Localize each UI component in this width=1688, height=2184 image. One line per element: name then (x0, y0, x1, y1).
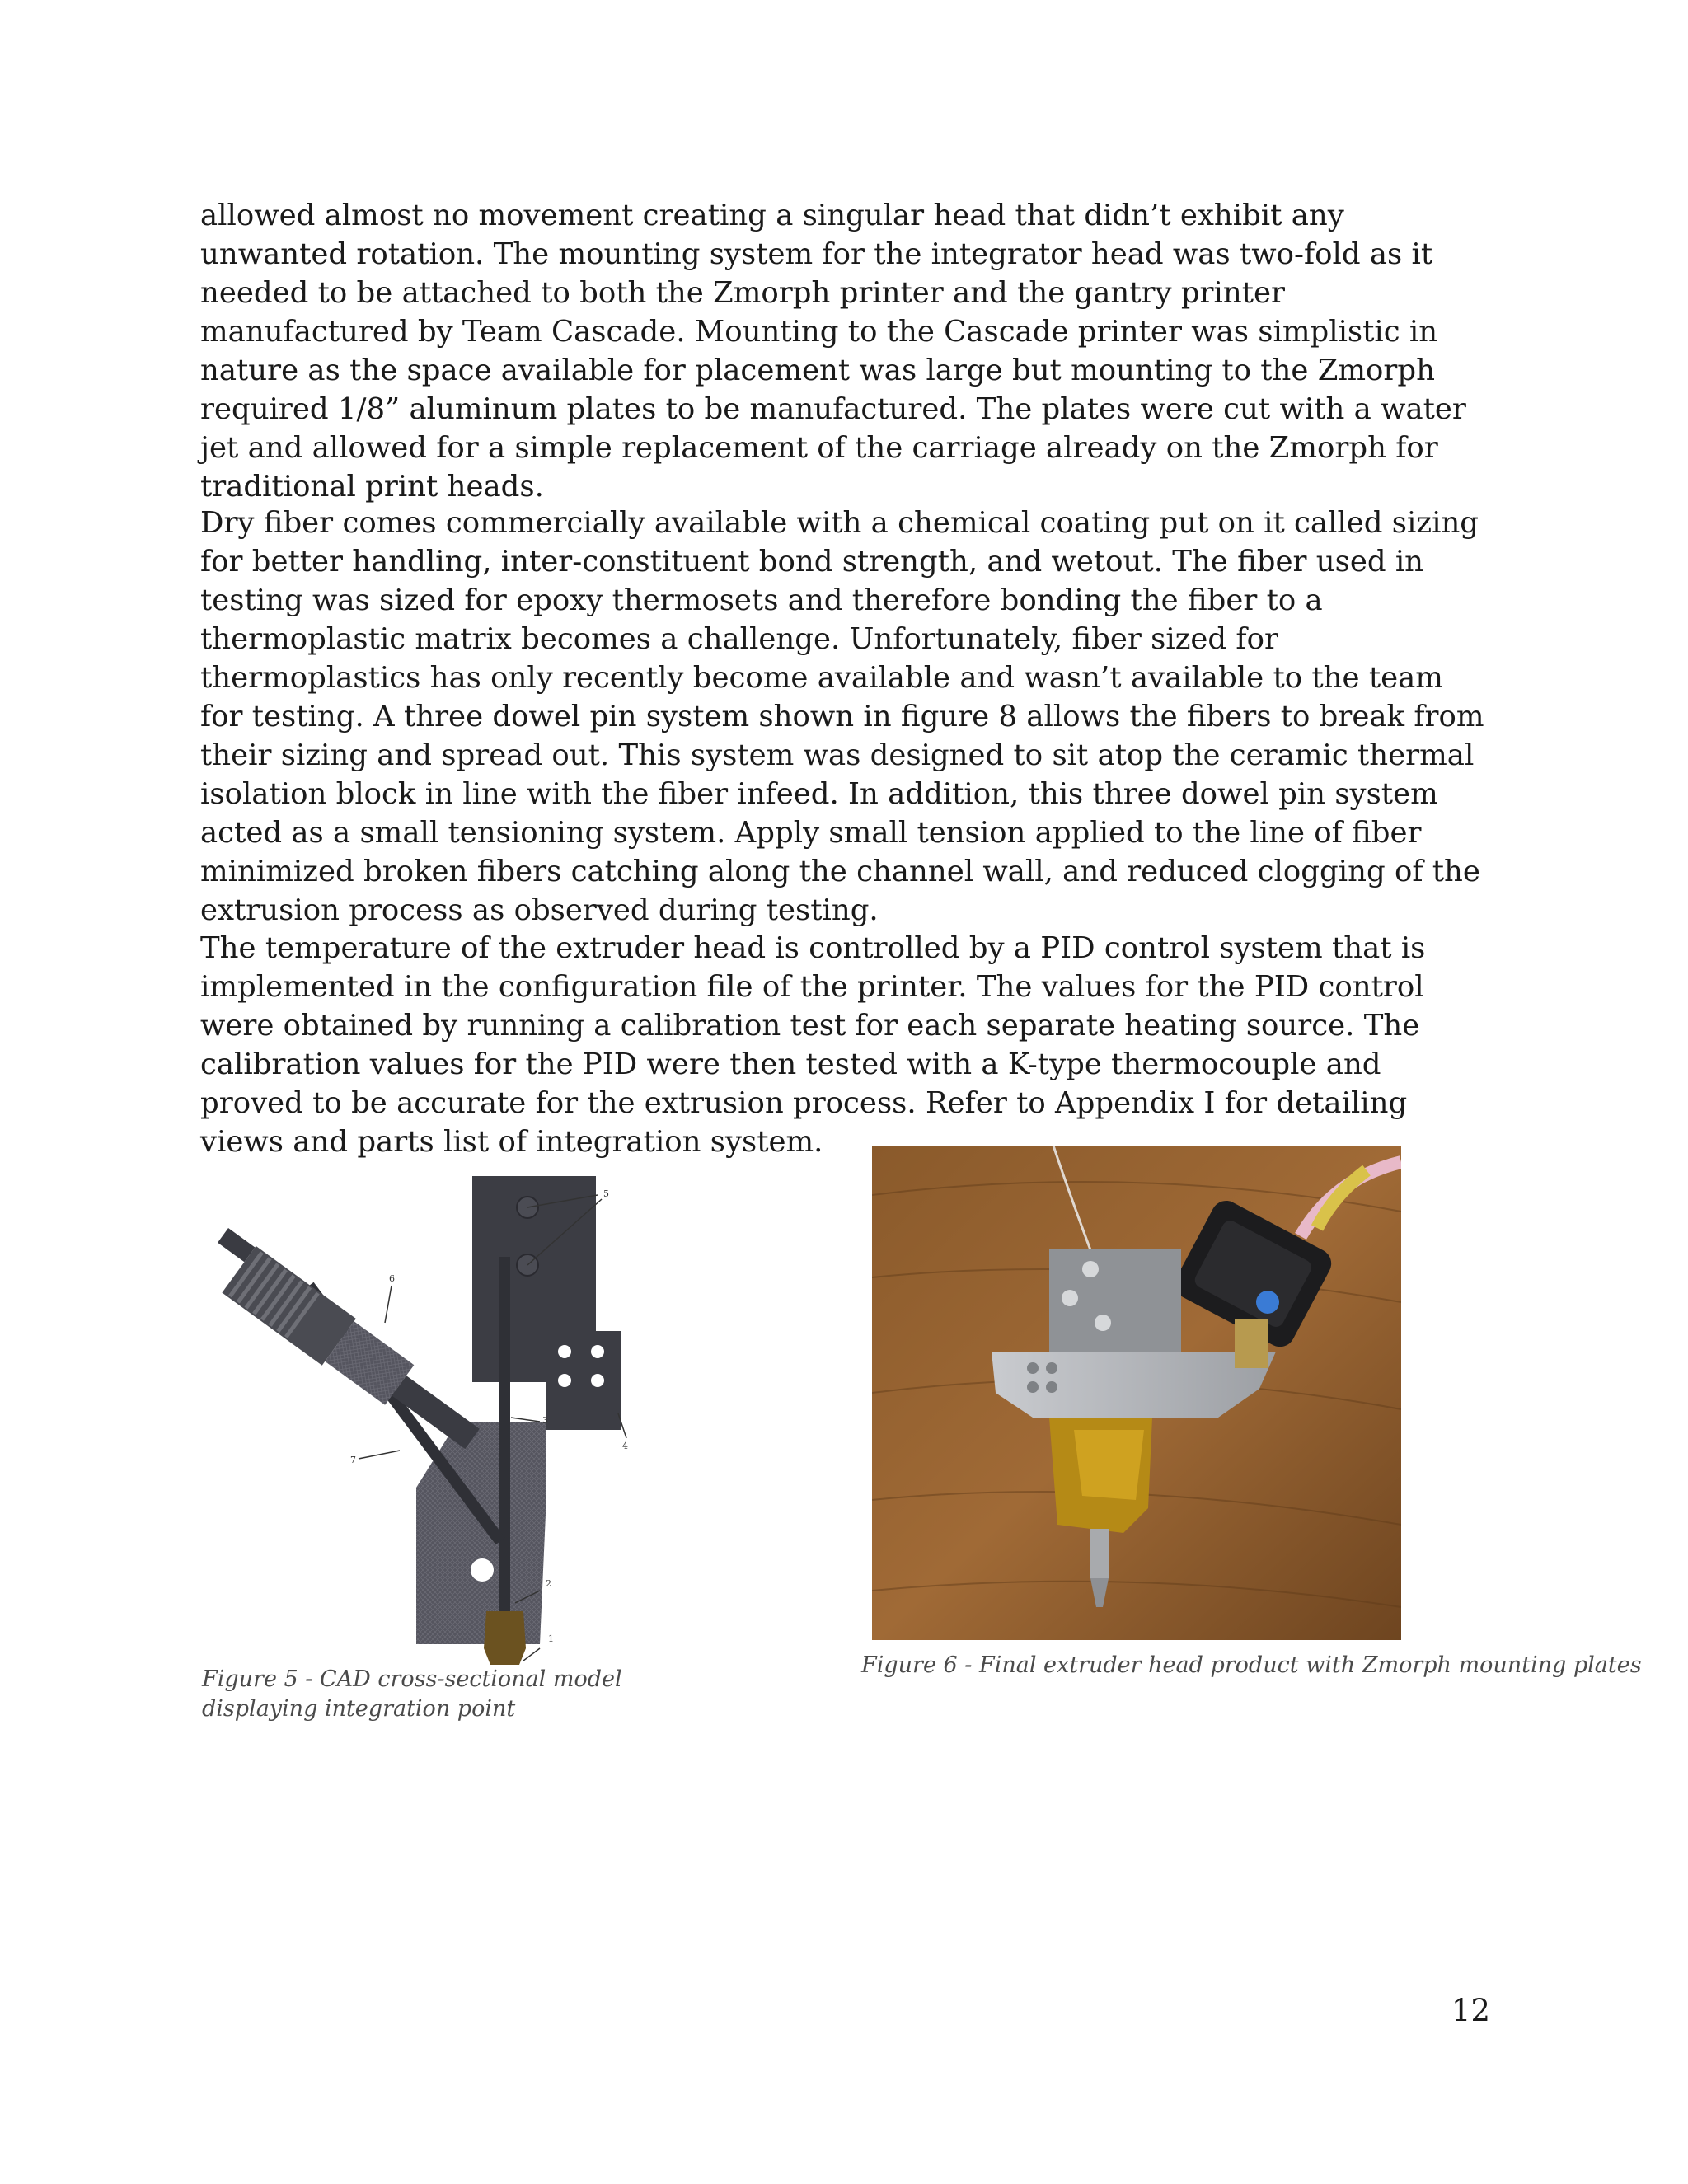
callout-2: 2 (546, 1578, 551, 1589)
page-number: 12 (1451, 1993, 1490, 2028)
callout-3: 3 (542, 1415, 548, 1426)
callout-6: 6 (389, 1273, 395, 1284)
callout-7: 7 (350, 1455, 356, 1465)
body-paragraph-3: The temperature of the extruder head is controlled by a PID control system that is implemented in the configuration file of the printer. The values for the PID control were obtained by running a calibration test for each separate heating source. The calibration values for the PID were then tested with a K-type thermocouple and proved to be accurate for the extrusion process. Refer to Appendix I for detailing views and parts list of integration system. (200, 931, 1426, 1159)
figure-5-caption: Figure 5 - CAD cross-sectional model displaying integration point (202, 1666, 622, 1722)
cad-mounting-block (546, 1331, 621, 1430)
cad-brass-nozzle (484, 1611, 526, 1665)
callout-1: 1 (548, 1633, 554, 1644)
figure-5-cad-cross-section (210, 1174, 639, 1669)
callout-4: 4 (622, 1441, 628, 1451)
body-paragraph-1: allowed almost no movement creating a singular head that didn’t exhibit any unwanted rotation. The mounting system for the integrator head was two-fold as it needed to be attached to both the Zmorph printer and the gantry printer manufactured by Team Cascade. Mounting to the Cascade printer was simplistic in nature as the space available for placement was large but mounting to the Zmorph required 1/8” aluminum plates to be manufactured. The plates were cut with a water jet and allowed for a simple replacement of the carriage already on the Zmorph for traditional print heads. (200, 199, 1466, 504)
figure-6-extruder-photo (872, 1146, 1401, 1640)
figure-6-caption: Figure 6 - Final extruder head product with Zmorph mounting plates (861, 1652, 1642, 1678)
cad-heatsink (210, 1226, 490, 1462)
callout-5: 5 (603, 1188, 609, 1199)
body-paragraph-2: Dry fiber comes commercially available with a chemical coating put on it called sizing for better handling, inter-constituent bond strength, and wetout. The fiber used in testing was sized for epoxy thermosets and therefore bonding the fiber to a thermoplastic matrix becomes a challenge. Unfortunately, fiber sized for thermoplastics has only recently become available and wasn’t available to the team for testing. A three dowel pin system shown in figure 8 allows the fibers to break from their sizing and spread out. This system was designed to sit atop the ceramic thermal isolation block in line with the fiber infeed. In addition, this three dowel pin system acted as a small tensioning system. Apply small tension applied to the line of fiber minimized broken fibers catching along the channel wall, and reduced clogging of the extrusion process as observed during testing. (200, 506, 1484, 927)
